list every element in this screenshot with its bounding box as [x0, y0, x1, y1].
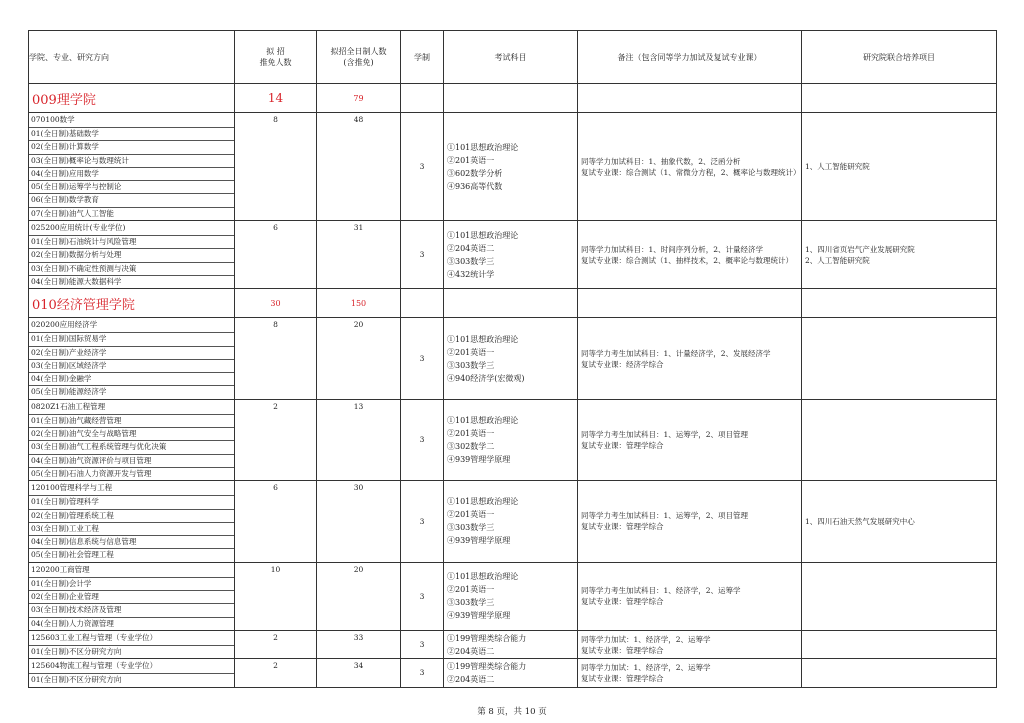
program-row	[29, 630, 997, 658]
joint-project: 1、人工智能研究院	[802, 113, 997, 221]
subject-item: ②204英语二	[447, 646, 495, 656]
direction-item: 02(全日制)管理系统工程	[29, 510, 234, 523]
subject-item: ③302数学二	[447, 441, 495, 451]
subject-item: ④432统计学	[447, 269, 495, 279]
header-notes: 备注（包含同等学力加试及复试专业课）	[578, 31, 802, 84]
direction-item: 03(全日制)技术经济及管理	[29, 604, 234, 617]
subject-item: ④939管理学原理	[447, 536, 511, 546]
exam-subjects	[444, 318, 578, 399]
joint-project	[802, 399, 997, 480]
program-row	[29, 113, 997, 221]
direction-item: 04(全日制)人力资源管理	[31, 618, 114, 628]
program-xuezhi: 3	[401, 113, 444, 221]
joint-project	[802, 659, 997, 687]
program-tuimian: 2	[235, 399, 317, 480]
program-quanrizhi: 20	[317, 318, 401, 399]
program-quanrizhi: 30	[317, 481, 401, 562]
direction-item: 04(全日制)金融学	[29, 373, 234, 386]
program-tuimian: 10	[235, 562, 317, 630]
joint-project	[802, 562, 997, 630]
header-projects: 研究院联合培养项目	[802, 31, 997, 84]
program-xuezhi: 3	[401, 630, 444, 658]
direction-item: 01(全日制)不区分研究方向	[31, 646, 122, 656]
college-name: 010经济管理学院	[29, 289, 235, 318]
program-quanrizhi: 20	[317, 562, 401, 630]
subject-item: ①101思想政治理论	[447, 230, 519, 240]
exam-subjects	[444, 630, 578, 658]
direction-item: 03(全日制)油气工程系统管理与优化决策	[29, 441, 234, 454]
program-title: 070100数学	[29, 113, 234, 128]
college-row	[29, 289, 997, 318]
program-title: 025200应用统计(专业学位)	[29, 221, 234, 236]
subject-item: ③303数学三	[447, 360, 495, 370]
direction-item: 07(全日制)油气人工智能	[31, 208, 114, 218]
empty-cell	[444, 289, 578, 318]
subject-item: ③303数学三	[447, 523, 495, 533]
program-note: 同等学力考生加试科目：1、计量经济学，2、发展经济学 复试专业课：经济学综合	[578, 318, 802, 399]
subject-item: ④939管理学原理	[447, 611, 511, 621]
program-xuezhi: 3	[401, 221, 444, 289]
joint-project	[802, 318, 997, 399]
program-cell	[29, 562, 235, 630]
program-row	[29, 221, 997, 289]
program-quanrizhi: 31	[317, 221, 401, 289]
table-body	[29, 84, 997, 688]
direction-item: 01(全日制)不区分研究方向	[31, 675, 122, 685]
direction-item: 05(全日制)石油人力资源开发与管理	[31, 468, 152, 478]
empty-cell	[401, 289, 444, 318]
program-note: 同等学力考生加试科目：1、运筹学，2、项目管理 复试专业课：管理学综合	[578, 481, 802, 562]
program-cell	[29, 113, 235, 221]
subject-item: ①101思想政治理论	[447, 415, 519, 425]
direction-item: 03(全日制)概率论与数理统计	[29, 155, 234, 168]
college-tuimian: 30	[235, 289, 317, 318]
header-row	[29, 31, 997, 84]
program-quanrizhi: 48	[317, 113, 401, 221]
program-xuezhi: 3	[401, 481, 444, 562]
program-cell	[29, 221, 235, 289]
page-footer: 第 8 页，共 10 页	[477, 707, 547, 717]
direction-item: 03(全日制)区域经济学	[29, 360, 234, 373]
header-tuimian: 拟 招 推免人数	[235, 31, 317, 84]
empty-cell	[444, 84, 578, 113]
subject-item: ③303数学三	[447, 256, 495, 266]
program-title: 125603工业工程与管理（专业学位）	[29, 631, 234, 646]
direction-item: 02(全日制)油气安全与战略管理	[29, 428, 234, 441]
direction-item: 05(全日制)社会管理工程	[31, 550, 114, 560]
subject-item: ①101思想政治理论	[447, 142, 519, 152]
program-tuimian: 8	[235, 318, 317, 399]
empty-cell	[802, 289, 997, 318]
college-name: 009理学院	[29, 84, 235, 113]
program-xuezhi: 3	[401, 318, 444, 399]
direction-item: 02(全日制)计算数学	[29, 141, 234, 154]
exam-subjects	[444, 113, 578, 221]
direction-item: 04(全日制)油气资源评价与项目管理	[29, 455, 234, 468]
direction-item: 05(全日制)能源经济学	[31, 387, 107, 397]
program-row	[29, 399, 997, 480]
direction-item: 05(全日制)运筹学与控制论	[29, 181, 234, 194]
program-tuimian: 8	[235, 113, 317, 221]
subject-item: ③303数学三	[447, 598, 495, 608]
header-subjects: 考试科目	[444, 31, 578, 84]
program-row	[29, 562, 997, 630]
program-note: 同等学力加试科目：1、时间序列分析，2、计量经济学 复试专业课：综合测试（1、抽样技术，2、概率论与数理统计）	[578, 221, 802, 289]
header-xuezhi: 学制	[401, 31, 444, 84]
direction-item: 06(全日制)数学教育	[29, 194, 234, 207]
subject-item: ①101思想政治理论	[447, 497, 519, 507]
program-row	[29, 481, 997, 562]
program-note: 同等学力加试科目：1、抽象代数，2、泛函分析 复试专业课：综合测试（1、常微分方程，2、概率论与数理统计）	[578, 113, 802, 221]
direction-item: 02(全日制)企业管理	[29, 591, 234, 604]
joint-project: 1、四川石油天然气发展研究中心	[802, 481, 997, 562]
program-title: 120100管理科学与工程	[29, 481, 234, 496]
subject-item: ③602数学分析	[447, 168, 503, 178]
subject-item: ④940经济学(宏微观)	[447, 373, 525, 383]
empty-cell	[578, 84, 802, 113]
program-tuimian: 6	[235, 481, 317, 562]
direction-item: 04(全日制)信息系统与信息管理	[29, 536, 234, 549]
empty-cell	[578, 289, 802, 318]
subject-item: ②204英语二	[447, 243, 495, 253]
exam-subjects	[444, 562, 578, 630]
header-program: 学院、专业、研究方向	[29, 31, 235, 84]
direction-item: 03(全日制)工业工程	[29, 523, 234, 536]
subject-item: ②201英语一	[447, 428, 495, 438]
program-quanrizhi: 33	[317, 630, 401, 658]
joint-project	[802, 630, 997, 658]
program-title: 125604物流工程与管理（专业学位）	[29, 659, 234, 674]
program-tuimian: 6	[235, 221, 317, 289]
direction-item: 01(全日制)国际贸易学	[29, 333, 234, 346]
subject-item: ①101思想政治理论	[447, 572, 519, 582]
direction-item: 03(全日制)不确定性预测与决策	[29, 263, 234, 276]
program-cell	[29, 318, 235, 399]
direction-item: 02(全日制)数据分析与处理	[29, 249, 234, 262]
program-xuezhi: 3	[401, 659, 444, 687]
direction-item: 04(全日制)能源大数据科学	[31, 276, 122, 286]
program-xuezhi: 3	[401, 562, 444, 630]
program-quanrizhi: 34	[317, 659, 401, 687]
empty-cell	[401, 84, 444, 113]
subject-item: ①199管理类综合能力	[447, 633, 527, 643]
subject-item: ④936高等代数	[447, 181, 503, 191]
college-tuimian: 14	[235, 84, 317, 113]
direction-item: 02(全日制)产业经济学	[29, 347, 234, 360]
program-xuezhi: 3	[401, 399, 444, 480]
program-row	[29, 318, 997, 399]
program-title: 020200应用经济学	[29, 318, 234, 333]
program-note: 同等学力考生加试科目：1、运筹学，2、项目管理 复试专业课：管理学综合	[578, 399, 802, 480]
subject-item: ②201英语一	[447, 585, 495, 595]
exam-subjects	[444, 399, 578, 480]
subject-item: ②204英语二	[447, 674, 495, 684]
header-quanrizhi: 拟招全日制人数 (含推免)	[317, 31, 401, 84]
subject-item: ②201英语一	[447, 155, 495, 165]
admissions-table	[28, 30, 997, 688]
program-title: 120200工商管理	[29, 563, 234, 578]
subject-item: ④939管理学原理	[447, 454, 511, 464]
program-tuimian: 2	[235, 659, 317, 687]
college-row	[29, 84, 997, 113]
exam-subjects	[444, 221, 578, 289]
exam-subjects	[444, 659, 578, 687]
program-note: 同等学力考生加试科目：1、经济学，2、运筹学 复试专业课：管理学综合	[578, 562, 802, 630]
program-row	[29, 659, 997, 687]
program-quanrizhi: 13	[317, 399, 401, 480]
subject-item: ②201英语一	[447, 347, 495, 357]
program-note: 同等学力加试：1、经济学，2、运筹学 复试专业课：管理学综合	[578, 630, 802, 658]
exam-subjects	[444, 481, 578, 562]
direction-item: 04(全日制)应用数学	[29, 168, 234, 181]
program-cell	[29, 399, 235, 480]
direction-item: 01(全日制)会计学	[29, 578, 234, 591]
college-quanrizhi: 79	[317, 84, 401, 113]
program-tuimian: 2	[235, 630, 317, 658]
program-title: 0820Z1石油工程管理	[29, 400, 234, 415]
direction-item: 01(全日制)石油统计与风险管理	[29, 236, 234, 249]
empty-cell	[802, 84, 997, 113]
joint-project: 1、四川省页岩气产业发展研究院 2、人工智能研究院	[802, 221, 997, 289]
direction-item: 01(全日制)管理科学	[29, 496, 234, 509]
subject-item: ②201英语一	[447, 510, 495, 520]
program-cell	[29, 659, 235, 687]
direction-item: 01(全日制)油气藏经营管理	[29, 415, 234, 428]
direction-item: 01(全日制)基础数学	[29, 128, 234, 141]
program-cell	[29, 630, 235, 658]
subject-item: ①101思想政治理论	[447, 334, 519, 344]
subject-item: ①199管理类综合能力	[447, 661, 527, 671]
program-note: 同等学力加试：1、经济学，2、运筹学 复试专业课：管理学综合	[578, 659, 802, 687]
program-cell	[29, 481, 235, 562]
college-quanrizhi: 150	[317, 289, 401, 318]
